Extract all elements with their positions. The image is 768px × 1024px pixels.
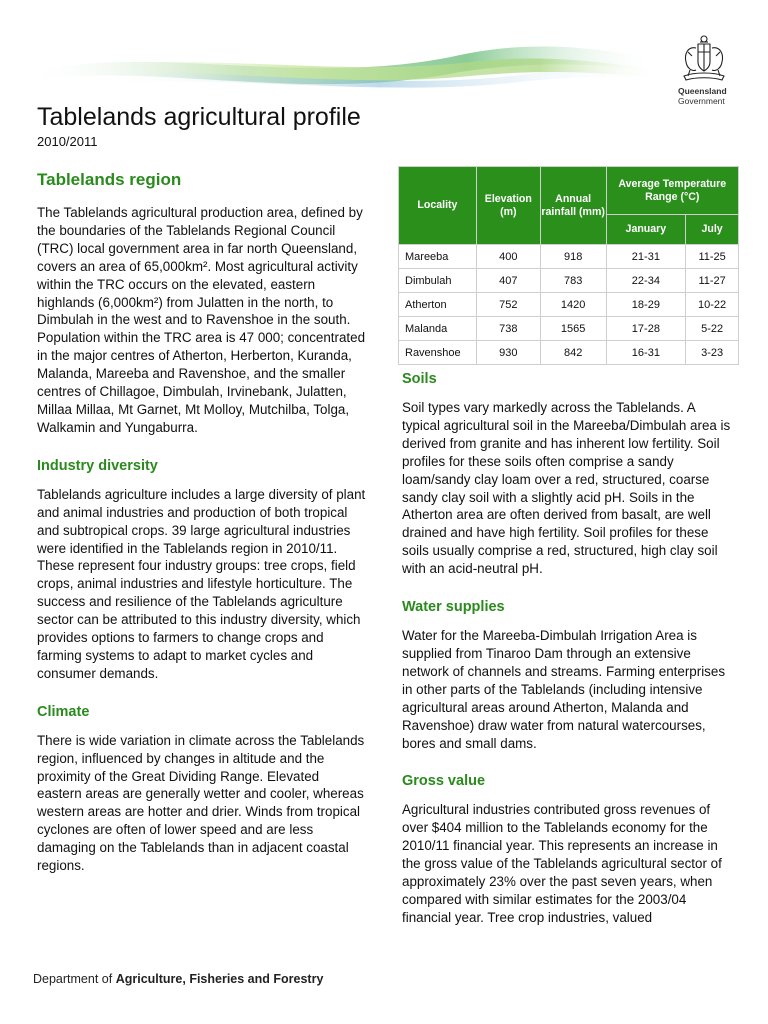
th-temperature: Average Temperature Range (°C) bbox=[606, 167, 738, 215]
climate-paragraph: There is wide variation in climate across the Tablelands region, influenced by changes in altitude and the proximity of the Great Dividing Range. Elevated eastern areas are generally wetter and cooler, whereas western areas are hotter and drier. Winds from tropical cyclones are often of lower speed and are less damaging on the Tablelands than in adjacent coastal regions. bbox=[37, 732, 365, 874]
gross-value-paragraph: Agricultural industries contributed gross revenues of over $404 million to the Tablelands economy for the 2010/11 financial year. This represents an increase in the gross value of the Tablelands agricultural sector of approximately 23% over the past seven years, when compared with similar estimates for the 2003/04 financial year. Tree crop industries, valued bbox=[402, 802, 722, 925]
dept-name: Agriculture, Fisheries and Forestry bbox=[115, 972, 324, 986]
dept-prefix: Department of bbox=[33, 972, 113, 986]
table-row bbox=[399, 245, 739, 269]
queensland-crest-icon bbox=[676, 34, 732, 86]
gov-name-line1: Queensland bbox=[678, 86, 727, 96]
document-title: Tablelands agricultural profile bbox=[37, 103, 361, 131]
document-year: 2010/2011 bbox=[37, 134, 98, 149]
industry-paragraph: Tablelands agriculture includes a large diversity of plant and animal industries and production of both tropical and subtropical crops. 39 large agricultural industries were identified in the Tablelands region in 2010/11. These represent four industry groups: tree crops, field crops, animal industries and lifestyle horticulture. The success and resilience of the Tablelands agriculture sector can be attributed to this industry diversity, which provides options to farmers to change crops and farming systems to adapt to market cycles and consumer demands. bbox=[37, 486, 366, 681]
soils-heading: Soils bbox=[402, 371, 437, 387]
water-paragraph: Water for the Mareeba-Dimbulah Irrigation Area is supplied from Tinaroo Dam through an extensive network of channels and streams. Farming enterprises in other parts of the Tablelands (including intensive agricultural areas around Atherton, Malanda and Ravenshoe) draw water from natural watercourses, bores and small dams. bbox=[402, 628, 726, 751]
cell-july: 11-27 bbox=[686, 269, 739, 293]
climate-table bbox=[398, 166, 739, 365]
table-row bbox=[399, 341, 739, 365]
cell-elevation: 400 bbox=[476, 245, 540, 269]
region-paragraph: The Tablelands agricultural production area, defined by the boundaries of the Tablelands Regional Council (TRC) local government area in far north Queensland, covers an area of 65,000km². Most agricultural activity within the TRC occurs on the elevated, eastern highlands (6,000km²) from Julatten in the north, to Dimbulah in the west and to Ravenshoe in the south. Population within the TRC area is 47 000; concentrated in the major centres of Atherton, Herberton, Kuranda, Malanda, Mareeba and Ravenshoe, and the smaller centres of Chillagoe, Dimbulah, Irvinebank, Julatten, Millaa Millaa, Mt Garnet, Mt Molloy, Mutchilba, Tolga, Walkamin and Yungaburra. bbox=[37, 205, 366, 435]
industry-heading: Industry diversity bbox=[37, 457, 158, 474]
cell-rainfall: 918 bbox=[540, 245, 606, 269]
th-rainfall: Annual rainfall (mm) bbox=[540, 167, 606, 245]
th-january: January bbox=[606, 215, 686, 245]
climate-table-container bbox=[398, 166, 739, 365]
government-wordmark bbox=[678, 86, 738, 106]
right-column bbox=[402, 371, 736, 948]
table-row bbox=[399, 317, 739, 341]
left-column bbox=[37, 170, 367, 896]
th-locality: Locality bbox=[399, 167, 477, 245]
cell-elevation: 930 bbox=[476, 341, 540, 365]
cell-elevation: 738 bbox=[476, 317, 540, 341]
cell-july: 11-25 bbox=[686, 245, 739, 269]
cell-january: 22-34 bbox=[606, 269, 686, 293]
water-heading: Water supplies bbox=[402, 599, 505, 616]
department-footer bbox=[33, 972, 323, 986]
cell-rainfall: 1565 bbox=[540, 317, 606, 341]
region-heading: Tablelands region bbox=[37, 170, 182, 189]
header-banner-swoosh bbox=[0, 20, 660, 110]
cell-locality: Atherton bbox=[399, 293, 477, 317]
climate-heading: Climate bbox=[37, 703, 90, 720]
cell-july: 10-22 bbox=[686, 293, 739, 317]
cell-locality: Mareeba bbox=[399, 245, 477, 269]
gross-value-heading: Gross value bbox=[402, 773, 486, 790]
table-row bbox=[399, 269, 739, 293]
th-july: July bbox=[686, 215, 739, 245]
cell-locality: Malanda bbox=[399, 317, 477, 341]
cell-elevation: 407 bbox=[476, 269, 540, 293]
cell-january: 21-31 bbox=[606, 245, 686, 269]
cell-rainfall: 783 bbox=[540, 269, 606, 293]
cell-rainfall: 1420 bbox=[540, 293, 606, 317]
soils-paragraph: Soil types vary markedly across the Tablelands. A typical agricultural soil in the Mareeba/Dimbulah area is derived from granite and has inherent low fertility. Soil profiles for these soils often comprise a sandy loam/sandy clay loam over a red, structured, coarse sandy clay soil with a slightly acid pH. Soils in the Atherton area are often derived from basalt, are well drained and have high fertility. Soil profiles for these soils usually comprise a red, structured, high clay soil with an acid-neutral pH. bbox=[402, 400, 731, 577]
cell-rainfall: 842 bbox=[540, 341, 606, 365]
cell-july: 5-22 bbox=[686, 317, 739, 341]
cell-locality: Ravenshoe bbox=[399, 341, 477, 365]
cell-july: 3-23 bbox=[686, 341, 739, 365]
gov-name-line2: Government bbox=[678, 96, 725, 106]
cell-locality: Dimbulah bbox=[399, 269, 477, 293]
cell-january: 18-29 bbox=[606, 293, 686, 317]
th-elevation: Elevation (m) bbox=[476, 167, 540, 245]
cell-january: 16-31 bbox=[606, 341, 686, 365]
cell-january: 17-28 bbox=[606, 317, 686, 341]
cell-elevation: 752 bbox=[476, 293, 540, 317]
table-row bbox=[399, 293, 739, 317]
